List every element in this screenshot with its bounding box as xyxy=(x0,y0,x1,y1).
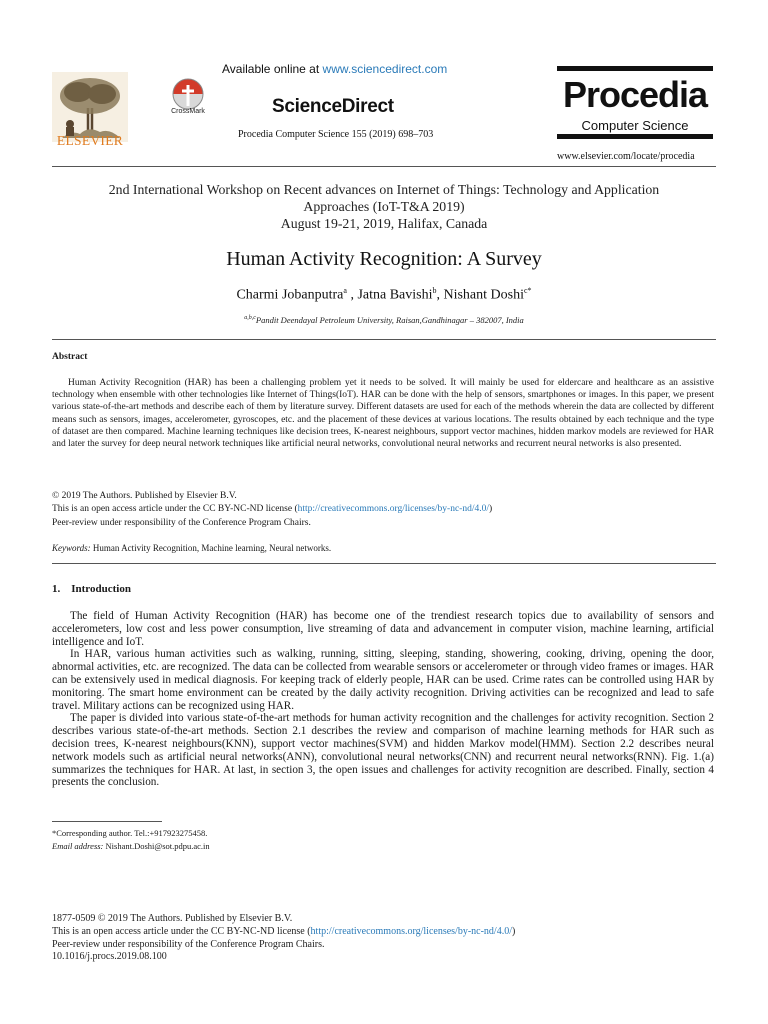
abstract-text: Human Activity Recognition (HAR) has been a challenging problem yet it needs to be solved. It will mainly be used for eldercare and healthcare as an assistive technology when ensemble with other technologies like Internet of Things(IoT). HAR can be done with the help of sensors, smartphones or images. In this paper, we present various state-of-the-art methods and describe each of them by literature survey. Different datasets are used for each of the methods wherein the data are collected by different means such as sensors, images, accelerometer, gyroscopes, etc. and the placement of these devices at various locations. The results obtained by each technique and the type of dataset are then compared. Machine learning techniques like decision trees, K-nearest neighbours, support vector machines, hidden markov models are reviewed for HAR and later the survey for deep neural network techniques like artificial neural networks, convolutional neural networks and recurrent neural networks is also presented. xyxy=(52,378,714,450)
license-prefix: This is an open access article under the CC BY-NC-ND license ( xyxy=(52,504,298,514)
affiliation-text: Pandit Deendayal Petroleum University, Raisan,Gandhinagar – 382007, India xyxy=(255,315,524,325)
license-link[interactable]: http://creativecommons.org/licenses/by-nc-nd/4.0/ xyxy=(297,504,489,514)
workshop-line-1: 2nd International Workshop on Recent advances on Internet of Things: Technology and Application xyxy=(108,182,660,197)
header-divider xyxy=(52,166,716,167)
workshop-line-3: August 19-21, 2019, Halifax, Canada xyxy=(280,216,488,231)
affiliation-marker: a,b,c xyxy=(244,315,256,322)
keywords-text: Human Activity Recognition, Machine learning, Neural networks. xyxy=(90,543,332,553)
author-2-affil: b xyxy=(432,286,437,295)
intro-paragraph-3: The paper is divided into various state-of-the-art methods for human activity recognition and the challenges for activity recognition. Section 2 describes various state-of-the-art methods. Section 2.1 describes the review and comparison of machine learning methods for HAR such as decision trees, K-nearest neighbours(KNN), support vector machines(SVM) and hidden Markov model(HMM). Section 2.2 describes neural network models such as artificial neural networks(ANN), convolutional neural networks(CNN) and recurrent neural networks(RNN). Fig. 1.(a) summarizes the techniques for HAR. At last, in section 3, the open issues and challenges for activity recognition are described. Finally, section 4 presents the conclusion. xyxy=(52,712,714,789)
footer-license-suffix: ) xyxy=(511,925,516,937)
abstract-heading: Abstract xyxy=(52,352,88,362)
issn-line: 1877-0509 © 2019 The Authors. Published by Elsevier B.V. xyxy=(52,913,293,924)
author-separator: , xyxy=(436,287,444,303)
article-footer xyxy=(52,913,515,964)
author-separator: , xyxy=(346,287,358,303)
author-1-affil: a xyxy=(343,286,347,295)
peer-review-line: Peer-review under responsibility of the Conference Program Chairs. xyxy=(52,518,311,528)
intro-heading: 1. Introduction xyxy=(52,583,131,595)
footer-license-link[interactable]: http://creativecommons.org/licenses/by-nc-nd/4.0/ xyxy=(310,925,512,937)
author-1: Charmi Jobanputra xyxy=(236,287,344,303)
author-3: Nishant Doshi xyxy=(443,287,524,303)
workshop-info xyxy=(60,181,708,232)
intro-body xyxy=(52,610,714,789)
crossmark-label: CrossMark xyxy=(171,108,205,115)
keywords-label: Keywords: xyxy=(52,543,91,553)
author-3-affil: c* xyxy=(523,286,532,295)
email-label: Email address: xyxy=(52,841,104,851)
author-2: Jatna Bavishi xyxy=(357,287,433,303)
procedia-subtitle: Computer Science xyxy=(581,118,689,133)
footer-license-line xyxy=(52,926,515,939)
available-prefix: Available online at xyxy=(222,62,323,76)
title-divider xyxy=(52,339,716,340)
journal-url[interactable]: www.elsevier.com/locate/procedia xyxy=(557,151,695,162)
license-suffix: ) xyxy=(489,504,493,514)
footer-peer-review: Peer-review under responsibility of the Conference Program Chairs. xyxy=(52,938,325,950)
procedia-wordmark: Procedia xyxy=(562,74,708,115)
sciencedirect-wordmark: ScienceDirect xyxy=(272,96,394,117)
intro-paragraph-2: In HAR, various human activities such as walking, running, sitting, sleeping, standing, showering, cooking, driving, opening the door, abnormal activities, etc. are recognized. The data can be collected from wearable sensors or accelerometer or through video frames or images. HAR can be extensively used in medical diagnosis. For keeping track of elderly people, HAR can be used. Crime rates can be controlled using HAR by monitoring. The smart home environment can be created by the daily activity recognition. Driving activities can be recognized and lead to safe travel. Military actions can be recognized using HAR. xyxy=(52,648,714,712)
paper-title: Human Activity Recognition: A Survey xyxy=(226,248,542,270)
license-line xyxy=(52,504,492,514)
keywords-line xyxy=(52,543,331,553)
corresponding-author-note: *Corresponding author. Tel.:+917923275458. xyxy=(52,828,208,838)
copyright-line: © 2019 The Authors. Published by Elsevier B.V. xyxy=(52,491,237,501)
publisher-name: ELSEVIER xyxy=(56,133,124,148)
journal-reference: Procedia Computer Science 155 (2019) 698–703 xyxy=(238,129,434,140)
doi-line[interactable]: 10.1016/j.procs.2019.08.100 xyxy=(52,951,167,963)
available-online-line xyxy=(222,62,447,76)
keywords-divider xyxy=(52,563,716,564)
email-note xyxy=(52,841,210,851)
footer-license-prefix: This is an open access article under the CC BY-NC-ND license ( xyxy=(52,925,311,937)
intro-paragraph-1: The field of Human Activity Recognition (HAR) has become one of the trendiest research topics due to availability of sensors and accelerometers, low cost and less power consumption, live streaming of data and advancement in computer vision, machine learning, artificial intelligence and IoT. xyxy=(52,610,714,648)
email-address[interactable]: Nishant.Doshi@sot.pdpu.ac.in xyxy=(103,841,210,851)
footnote-divider xyxy=(52,821,162,822)
sciencedirect-link[interactable]: www.sciencedirect.com xyxy=(322,62,448,76)
affiliation xyxy=(60,315,708,325)
author-list xyxy=(60,286,708,304)
workshop-line-2: Approaches (IoT-T&A 2019) xyxy=(303,199,465,214)
